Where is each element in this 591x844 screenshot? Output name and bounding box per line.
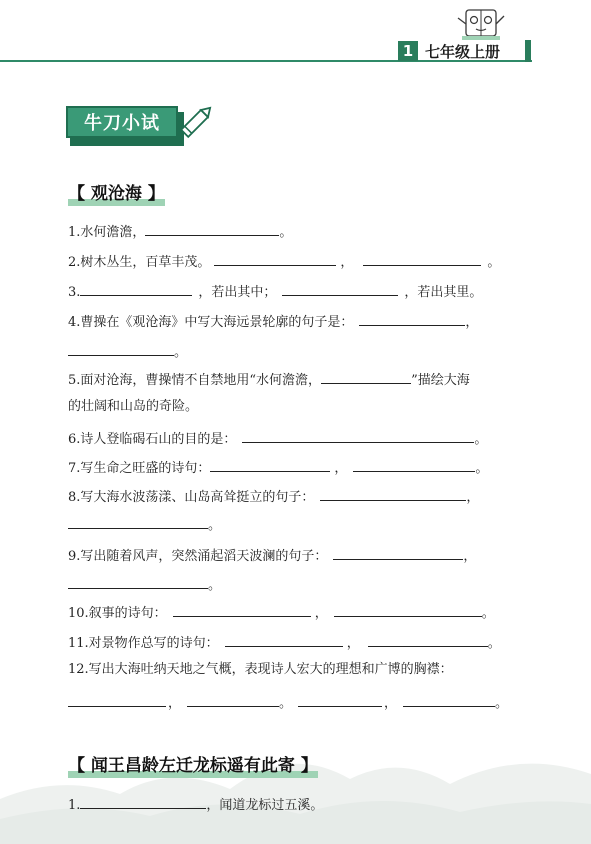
answer-blank[interactable] (282, 281, 398, 296)
question-3: 3. ，若出其中； ，若出其里。 (68, 281, 482, 302)
banner-title: 牛刀小试 (66, 106, 178, 138)
answer-blank[interactable] (68, 574, 208, 589)
question-4-cont: 。 (68, 341, 187, 362)
answer-blank[interactable] (210, 457, 330, 472)
answer-blank[interactable] (68, 692, 166, 707)
question-9: 9.写出随着风声，突然涌起滔天波澜的句子： ， (68, 545, 476, 566)
section-banner (66, 106, 218, 152)
question-12-cont: ， 。 ， 。 (68, 692, 508, 713)
answer-blank[interactable] (363, 251, 481, 266)
question-7: 7.写生命之旺盛的诗句： ， 。 (68, 457, 488, 478)
question-12: 12.写出大海吐纳天地之气概，表现诗人宏大的理想和广博的胸襟： (68, 662, 453, 677)
book-mascot-icon (452, 4, 508, 44)
answer-blank[interactable] (173, 602, 311, 617)
answer-blank[interactable] (80, 281, 192, 296)
section2-question-1: 1. ，闻道龙标过五溪。 (68, 794, 323, 815)
question-9-cont: 。 (68, 574, 221, 595)
answer-blank[interactable] (333, 545, 463, 560)
answer-blank[interactable] (334, 602, 482, 617)
answer-blank[interactable] (214, 251, 336, 266)
answer-blank[interactable] (145, 221, 279, 236)
question-11: 11.对景物作总写的诗句： ， 。 (68, 632, 501, 653)
answer-blank[interactable] (320, 486, 466, 501)
poem-heading-1: 【 观沧海 】 (68, 184, 165, 204)
answer-blank[interactable] (68, 341, 174, 356)
pencil-icon (174, 100, 218, 144)
answer-blank[interactable] (403, 692, 495, 707)
answer-blank[interactable] (225, 632, 343, 647)
question-5-cont: 的壮阔和山岛的奇险。 (68, 399, 199, 414)
answer-blank[interactable] (359, 311, 465, 326)
answer-blank[interactable] (242, 428, 474, 443)
question-5: 5.面对沧海，曹操情不自禁地用“水何澹澹， ”描绘大海 (68, 369, 470, 390)
question-8: 8.写大海水波荡漾、山岛高耸挺立的句子： ， (68, 486, 479, 507)
grade-number: 1 (398, 41, 418, 61)
grade-label: 七年级上册 (425, 42, 501, 61)
question-1: 1.水何澹澹， 。 (68, 221, 292, 242)
question-6: 6.诗人登临碣石山的目的是： 。 (68, 428, 487, 449)
answer-blank[interactable] (321, 369, 411, 384)
answer-blank[interactable] (187, 692, 279, 707)
answer-blank[interactable] (68, 514, 208, 529)
answer-blank[interactable] (298, 692, 382, 707)
question-2: 2.树木丛生，百草丰茂。 ， 。 (68, 251, 500, 272)
answer-blank[interactable] (80, 794, 206, 809)
question-4: 4.曹操在《观沧海》中写大海远景轮廓的句子是： ， (68, 311, 478, 332)
question-10: 10.叙事的诗句： ， 。 (68, 602, 495, 623)
poem-heading-2: 【 闻王昌龄左迁龙标遥有此寄 】 (68, 756, 318, 776)
grade-bar (525, 40, 531, 62)
grade-tag (398, 40, 500, 62)
question-8-cont: 。 (68, 514, 221, 535)
answer-blank[interactable] (353, 457, 475, 472)
answer-blank[interactable] (368, 632, 488, 647)
